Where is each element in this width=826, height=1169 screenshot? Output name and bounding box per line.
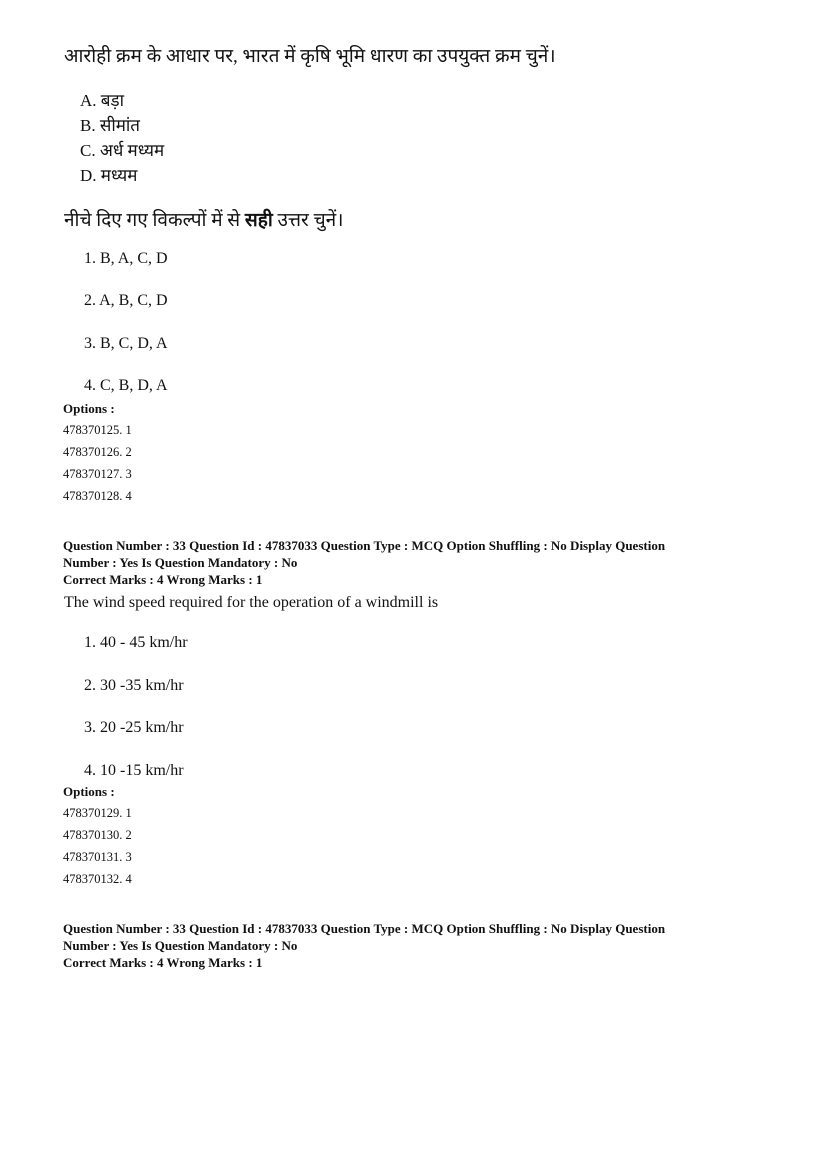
- choice-4: 4. C, B, D, A: [84, 377, 168, 394]
- question-marks: Correct Marks : 4 Wrong Marks : 1: [63, 572, 263, 587]
- question-meta: [63, 920, 763, 971]
- instruction-pre: नीचे दिए गए विकल्पों में से: [64, 210, 245, 231]
- option-id-2: 478370126. 2: [63, 445, 132, 459]
- option-id-1: 478370125. 1: [63, 423, 132, 437]
- instruction-text: [64, 206, 343, 232]
- options-label: Options :: [63, 784, 115, 799]
- statement-a: A. बड़ा: [80, 91, 124, 110]
- question-marks: Correct Marks : 4 Wrong Marks : 1: [63, 955, 263, 970]
- choice-3: 3. 20 -25 km/hr: [84, 719, 184, 736]
- option-id-3: 478370131. 3: [63, 850, 132, 864]
- option-id-1: 478370129. 1: [63, 806, 132, 820]
- question-text-hindi: आरोही क्रम के आधार पर, भारत में कृषि भूमि धारण का उपयुक्त क्रम चुनें।: [64, 46, 556, 67]
- question-meta: [63, 537, 763, 588]
- question-text-english: The wind speed required for the operation of a windmill is: [64, 594, 439, 611]
- question-meta-line2: Number : Yes Is Question Mandatory : No: [63, 938, 298, 953]
- option-id-4: 478370128. 4: [63, 489, 132, 503]
- options-label: Options :: [63, 401, 115, 416]
- choice-4: 4. 10 -15 km/hr: [84, 762, 184, 779]
- instruction-post: उत्तर चुनें।: [272, 210, 344, 231]
- option-id-2: 478370130. 2: [63, 828, 132, 842]
- choice-2: 2. A, B, C, D: [84, 292, 168, 309]
- option-id-3: 478370127. 3: [63, 467, 132, 481]
- choice-2: 2. 30 -35 km/hr: [84, 677, 184, 694]
- statement-c: C. अर्ध मध्यम: [80, 141, 165, 160]
- instruction-bold: सही: [244, 210, 273, 231]
- statement-b: B. सीमांत: [80, 116, 140, 135]
- question-meta-line2: Number : Yes Is Question Mandatory : No: [63, 555, 298, 570]
- question-meta-line1: Question Number : 33 Question Id : 47837033 Question Type : MCQ Option Shuffling : No Display Question: [63, 538, 666, 553]
- option-id-4: 478370132. 4: [63, 872, 132, 886]
- question-meta-line1: Question Number : 33 Question Id : 47837033 Question Type : MCQ Option Shuffling : No Display Question: [63, 921, 666, 936]
- statement-d: D. मध्यम: [80, 166, 138, 185]
- choice-1: 1. 40 - 45 km/hr: [84, 634, 188, 651]
- choice-1: 1. B, A, C, D: [84, 250, 168, 267]
- choice-3: 3. B, C, D, A: [84, 335, 168, 352]
